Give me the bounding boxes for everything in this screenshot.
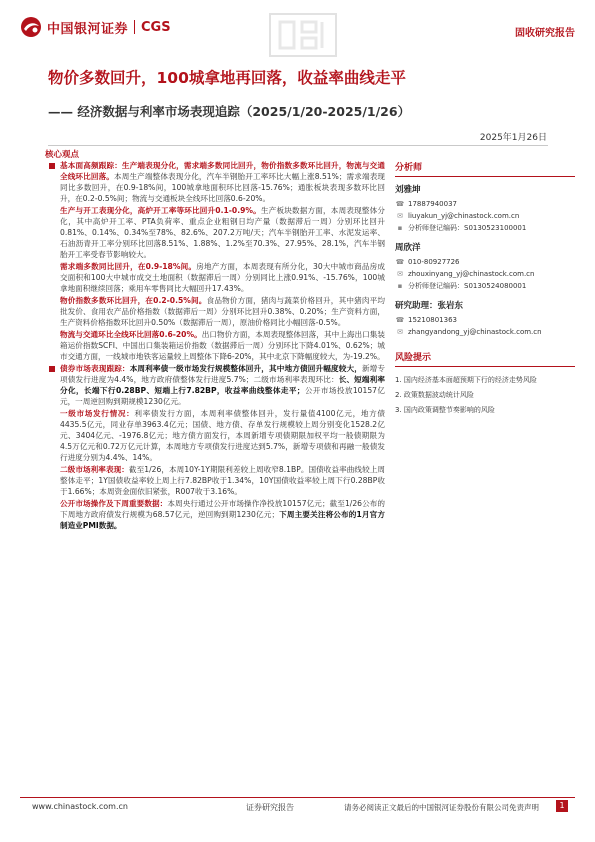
bullet-bold-text: 本周利率债一级市场发行规模整体回升，其中地方债回升幅度较大， xyxy=(129,364,362,373)
risk-heading: 风险提示 xyxy=(395,350,575,367)
sub-heading: 一级市场发行情况： xyxy=(60,409,135,418)
report-type-label: 固收研究报告 xyxy=(515,28,575,39)
sub-primary-market xyxy=(48,408,385,463)
email-icon: ✉ xyxy=(397,328,403,336)
phone-icon: ☎ xyxy=(395,258,405,266)
logo-mark-icon xyxy=(20,16,42,38)
sub-text: 生产板块数据方面，本周表现整体分化，其中高炉开工率、PTA负荷率、重点企业粗钢日均产量（数据滞后一周）分别环比回升0.81%、0.14%、0.34%至78%、82.6%、207.2万吨/天；汽车半钢胎开工率、水泥发运率、石油沥青开工率分别环比回落8.51%、1.88%、1.2%至70.3%、27.95%、28.1%，汽车半钢胎开工率受春节影响较大。 xyxy=(60,206,385,259)
analyst-phone: 010-80927726 xyxy=(408,258,460,266)
sub-text: 截至1/26，本周10Y-1Y期限利差较上周收窄8.1BP。国债收益率曲线较上周整体走平；1Y国债收益率较上周上行7.82BP收于1.34%，10Y国债收益率较上周下行0.28BP收于1.66%；本周资金面依旧紧张，R007收于3.16%。 xyxy=(60,465,386,496)
footer-doc-type: 证券研究报告 xyxy=(246,803,294,812)
company-logo xyxy=(20,14,200,40)
bullet-heading: 债券市场表现跟踪： xyxy=(60,364,130,373)
page-number: 1 xyxy=(556,800,568,812)
bullet-fundamentals xyxy=(48,160,385,204)
footer-divider xyxy=(20,797,575,798)
bullet-bond-market xyxy=(48,363,385,407)
risk-item: 1. 国内经济基本面超预期下行的经济走势风险 xyxy=(395,376,537,384)
risk-item: 3. 国内政策调整节奏影响的风险 xyxy=(395,406,495,414)
side-panel xyxy=(395,160,575,418)
assistant-name: 研究助理：张岩东 xyxy=(395,301,464,311)
footer-disclaimer: 请务必阅读正文最后的中国银河证券股份有限公司免责声明 xyxy=(344,803,539,812)
analyst-email-row xyxy=(395,268,575,280)
analyst-heading: 分析师 xyxy=(395,160,575,177)
sub-logistics xyxy=(48,329,385,362)
sub-heading: 物价指数多数环比回升，在0.2-0.5%间。 xyxy=(60,296,207,305)
sub-heading: 需求端多数同比回升，在0.9-18%间。 xyxy=(60,262,197,271)
footer-website-link[interactable]: www.chinastock.com.cn xyxy=(32,802,128,811)
analyst-cert-row xyxy=(395,280,575,292)
analyst-name: 刘雅坤 xyxy=(395,185,421,195)
assistant-card xyxy=(395,299,575,338)
sub-heading: 公开市场操作及下周重要数据： xyxy=(60,499,168,508)
logo-text-en: CGS xyxy=(141,19,171,35)
analyst-email[interactable]: zhouxinyang_yj@chinastock.com.cn xyxy=(408,270,535,278)
report-subtitle: —— 经济数据与利率市场表现追踪（2025/1/20-2025/1/26） xyxy=(48,104,411,119)
analyst-email-row xyxy=(395,210,575,222)
analyst-cert: 分析师登记编码：S0130524080001 xyxy=(408,282,527,290)
main-content xyxy=(48,160,385,532)
sub-heading: 二级市场利率表现： xyxy=(60,465,129,474)
report-date: 2025年1月26日 xyxy=(479,133,547,143)
logo-text-cn: 中国银河证券 xyxy=(47,21,129,37)
analyst-cert-row xyxy=(395,222,575,234)
analyst-phone: 17887940037 xyxy=(408,200,457,208)
report-title: 物价多数回升，100城拿地再回落，收益率曲线走平 xyxy=(48,69,406,87)
sub-prices xyxy=(48,295,385,328)
analyst-phone-row xyxy=(395,198,575,210)
sub-heading: 物流与交通环比全线环比回落0.6-20%。 xyxy=(60,330,202,339)
email-icon: ✉ xyxy=(397,270,403,278)
bullet-bold-text: 长、短端利率分化，长端下行0.28BP、短端上行7.82BP，收益率曲线整体走平； xyxy=(60,375,385,395)
assistant-phone-row xyxy=(395,314,575,326)
analyst-card xyxy=(395,241,575,292)
id-badge-icon: ▪ xyxy=(397,224,403,232)
sub-demand xyxy=(48,261,385,294)
analyst-email[interactable]: liuyakun_yj@chinastock.com.cn xyxy=(408,212,520,220)
core-views-label: 核心观点 xyxy=(45,150,80,160)
bullet-heading: 基本面高频跟踪：生产端表现分化，需求端多数同比回升，物价指数多数环比回升，物流与交通全线环比回落。 xyxy=(60,161,385,181)
sub-heading: 生产与开工表现分化，高炉开工率等环比回升0.1-0.9%。 xyxy=(60,206,261,215)
sub-production xyxy=(48,205,385,260)
sub-text: 利率债发行方面，本周利率债整体回升，发行量值4100亿元，地方债4435.5亿元，同业存单3963.4亿元；国债、地方债、存单发行规模较上周分别变化1528.2亿元、3404亿元、-1976.8亿元；地方债方面发行，本周新增专项债期限加权平均一般债期限为4.5万亿元和0.72万亿元计算，本周地方专项债发行进度达到5.7%，新增专项债和再融一般债发行进度分别为4.4%、14%。 xyxy=(60,409,386,462)
bullet-text: 本周生产端整体表现分化，汽车半钢胎开工率环比大幅上涨8.51%；需求端表现同比多数回升，在0.9-18%间，100城拿地面积环比回落-15.76%；通胀板块表现多数环比回升，在0.2-0.5%间；物流与交通板块全线环比回落0.6-20%。 xyxy=(60,172,386,203)
sub-text: 房地产方面，本周表现有所分化，30大中城市商品房成交面积和100大中城市成交土地面积（数据滞后一周）分别同比上涨0.91%、-15.76%，100城拿地面积继续回落；乘用车零售同比大幅回升17.43%。 xyxy=(60,262,385,293)
assistant-phone: 15210801363 xyxy=(408,316,457,324)
analyst-phone-row xyxy=(395,256,575,268)
id-badge-icon: ▪ xyxy=(397,282,403,290)
bullet-text: 新增专项债发行进度为4.4%，地方政府债整体发行进度5.7%；二级市场利率表现环比： xyxy=(60,364,386,384)
top-divider xyxy=(48,145,548,146)
analyst-name: 周欣洋 xyxy=(395,243,421,253)
analyst-cert: 分析师登记编码：S0130523100001 xyxy=(408,224,527,232)
sub-bold-text: 下周主要关注将公布的1月官方制造业PMI数据。 xyxy=(60,510,385,530)
phone-icon: ☎ xyxy=(395,200,405,208)
logo-divider xyxy=(134,20,135,34)
email-icon: ✉ xyxy=(397,212,403,220)
bullet-text: 公开市场投放10157亿元，一周逆回购到期规模1230亿元。 xyxy=(60,386,385,406)
assistant-email-row xyxy=(395,326,575,338)
sub-secondary-market xyxy=(48,464,385,497)
sub-text: 本周央行通过公开市场操作净投放10157亿元；截至1/26公布的下周地方政府债发行规模为68.57亿元，逆回购到期1230亿元； xyxy=(60,499,385,519)
risk-item: 2. 政策数据波动统计风险 xyxy=(395,391,474,399)
sub-open-market xyxy=(48,498,385,531)
phone-icon: ☎ xyxy=(395,316,405,324)
watermark-logo-icon xyxy=(268,12,338,58)
assistant-email[interactable]: zhangyandong_yj@chinastock.com.cn xyxy=(408,328,542,336)
analyst-card xyxy=(395,183,575,234)
sub-text: 食品物价方面，猪肉与蔬菜价格回升，其中猪肉平均批发价、食用农产品价格指数（数据滞后一周）分别环比回升0.38%、0.20%；生产资料方面，生产资料价格指数环比回升0.50%（数据滞后一周），原油价格同比小幅回落-0.5%。 xyxy=(60,296,385,327)
sub-text: 出口物价方面，本周表现整体回落，其中上海出口集装箱运价指数SCFI、中国出口集装箱运价指数（数据滞后一周）分别环比下降4.01%、0.62%；城市交通方面，一线城市地铁客运量较上周整体下降6-20%，其中北京下降幅度较大，为-19.2%。 xyxy=(60,330,385,361)
